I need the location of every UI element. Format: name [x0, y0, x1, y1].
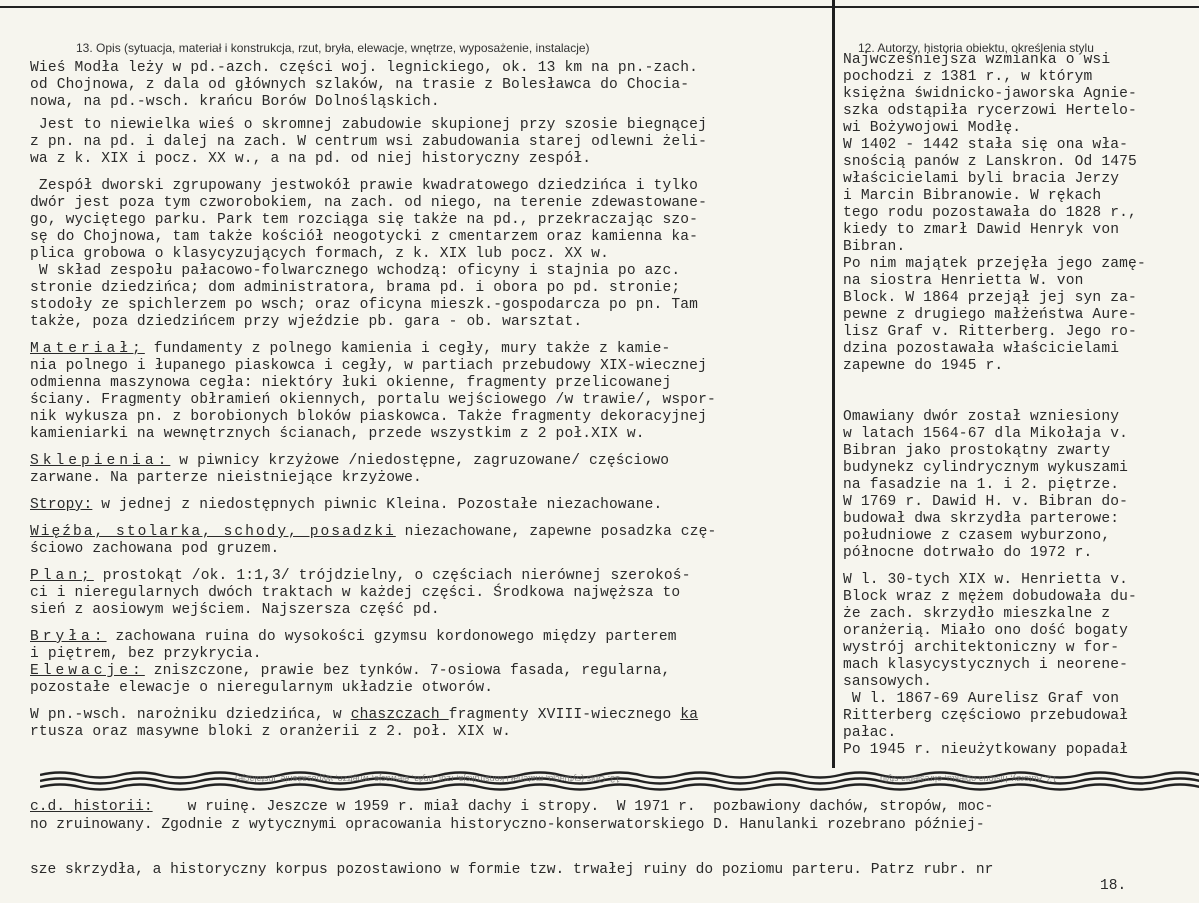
text-line: i piętrem, bez przykrycia.: [30, 646, 262, 662]
last-underlined: chaszczach: [350, 707, 449, 723]
text-line: Najwcześniejsza wzmianka o wsi: [843, 52, 1111, 68]
text-line: stronie dziedzińca; dom administratora, brama pd. i obora po pd. stronie;: [30, 280, 681, 296]
plan-label: Plan;: [30, 568, 94, 584]
text-line: nowa, na pd.-wsch. krańcu Borów Dolnośląskich.: [30, 94, 440, 110]
text-line: rtusza oraz masywne bloki z oranżerii z 2. poł. XIX w.: [30, 724, 512, 740]
text-line: w latach 1564-67 dla Mikołaja v.: [843, 426, 1129, 442]
text-line: wa z k. XIX i pocz. XX w., a na pd. od niej historyczny zespół.: [30, 151, 592, 167]
stropy-line: [30, 497, 830, 514]
top-rule: [0, 6, 1199, 8]
bryla-text: zachowana ruina do wysokości gzymsu kordonowego między parterem: [106, 629, 677, 645]
text-line: zarwane. Na parterze nieistniejące krzyżowe.: [30, 470, 422, 486]
text-line: Omawiany dwór został wzniesiony: [843, 409, 1120, 425]
material-label: Materiał;: [30, 341, 145, 357]
material-text: fundamenty z polnego kamienia i cegły, mury także z kamie-: [144, 341, 671, 357]
continuation-line-1: [30, 799, 1190, 816]
text-line: także, poza dziedzińcem przy wjeździe pb. gara - ob. warsztat.: [30, 314, 583, 330]
continuation-line-3: sze skrzydła, a historyczny korpus pozostawiono w formie tzw. trwałej ruiny do poziomu parteru. Patrz rubr. nr: [30, 862, 994, 878]
text-line: wi Bożywojowi Modłę.: [843, 120, 1022, 136]
text-line: ściany. Fragmenty obłramień okiennych, portalu wejściowego /w trawie/, wspor-: [30, 392, 716, 408]
text-line: ci i nieregularnych dwóch traktach w każdej części. Środkowa najwęższa to: [30, 585, 681, 601]
text-line: Bibran.: [843, 239, 906, 255]
plan-text: prostokąt /ok. 1:1,3/ trójdzielny, o częściach nierównej szerokoś-: [93, 568, 691, 584]
stropy-label: Stropy:: [30, 497, 93, 513]
text-line: W l. 30-tych XIX w. Henrietta v.: [843, 572, 1129, 588]
text-line: Po nim majątek przejęła jego zamę-: [843, 256, 1146, 272]
last-mid: fragmenty XVIII-wiecznego: [448, 707, 681, 723]
text-line: właścicielami byli bracia Jerzy: [843, 171, 1120, 187]
text-line: północne dotrwało do 1972 r.: [843, 545, 1093, 561]
text-line: nik wykusza pn. z borobionych bloków piaskowca. Także fragmenty dekoracyjnej: [30, 409, 707, 425]
text-line: oranżerią. Miało ono dość bogaty: [843, 623, 1129, 639]
text-line: na fasadzie na 1. i 2. piętrze.: [843, 477, 1120, 493]
material-line: [30, 341, 830, 358]
text-line: Jest to niewielka wieś o skromnej zabudowie skupionej przy szosie biegnącej: [30, 117, 707, 133]
text-line: mach klasycystycznych i neorene-: [843, 657, 1129, 673]
text-line: nia polnego i łupanego piaskowca i cegły, w partiach przebudowy XIX-wiecznej: [30, 358, 707, 374]
last-pre: W pn.-wsch. narożniku dziedzińca, w: [30, 707, 351, 723]
text-line: tego rodu pozostawała do 1828 r.,: [843, 205, 1137, 221]
text-line: pozostałe elewacje o nieregularnym układzie otworów.: [30, 680, 494, 696]
text-line: sę do Chojnowa, tam także kościół neogotycki z cmentarzem oraz kamienna ka-: [30, 229, 699, 245]
wiezba-line: [30, 524, 830, 541]
text-line: sansowych.: [843, 674, 933, 690]
continuation-line-4: 18.: [1100, 878, 1127, 894]
text-line: Block. W 1864 przejął jej syn za-: [843, 290, 1137, 306]
text-line: pochodzi z 1381 r., w którym: [843, 69, 1093, 85]
text-line: lisz Graf v. Ritterberg. Jego ro-: [843, 324, 1137, 340]
column-divider: [832, 0, 835, 768]
text-line: odmienna maszynowa cegła: niektóry łuki okienne, fragmenty przelicowanej: [30, 375, 672, 391]
text-line: z pn. na pd. i dalej na zach. W centrum wsi zabudowania starej odlewni żeli-: [30, 134, 707, 150]
continuation-label: c.d. historii:: [30, 799, 153, 815]
text-line: na siostra Henrietta W. von: [843, 273, 1084, 289]
text-line: stodoły ze spichlerzem po wsch; oraz oficyna mieszk.-gospodarcza po pn. Tam: [30, 297, 699, 313]
continuation-line-2: no zruinowany. Zgodnie z wytycznymi opracowania historyczno-konserwatorskiego D. Hanulanki rozebrano później-: [30, 817, 985, 833]
section-13-header: 13. Opis (sytuacja, materiał i konstrukcja, rzut, bryła, elewacje, wnętrze, wyposażenie, instalacje): [76, 41, 590, 55]
text-line: go, wyciętego parku. Park tem rozciąga się także na pd., przekraczając szo-: [30, 212, 699, 228]
text-line: snością panów z Lanskron. Od 1475: [843, 154, 1137, 170]
text-line: W skład zespołu pałacowo-folwarcznego wchodzą: oficyny i stajnia po azc.: [30, 263, 681, 279]
text-line: księżna świdnicko-jaworska Agnie-: [843, 86, 1137, 102]
wiezba-label: Więźba, stolarka, schody, posadzki: [30, 524, 396, 540]
text-line: W 1402 - 1442 stała się ona wła-: [843, 137, 1129, 153]
text-line: kiedy to zmarł Dawid Henryk von: [843, 222, 1120, 238]
elewacje-label: Elewacje:: [30, 663, 145, 679]
continuation-text-1: w ruinę. Jeszcze w 1959 r. miał dachy i stropy. W 1971 r. pozbawiony dachów, stropów, moc-: [152, 799, 994, 815]
elewacje-line: [30, 663, 830, 680]
text-line: budował dwa skrzydła parterowe:: [843, 511, 1120, 527]
text-line: i Marcin Bibranowie. W rękach: [843, 188, 1102, 204]
text-line: Wieś Modła leży w pd.-azch. części woj. legnickiego, ok. 13 km na pn.-zach.: [30, 60, 699, 76]
last-ka: ka: [680, 707, 699, 723]
text-line: W 1769 r. Dawid H. v. Bibran do-: [843, 494, 1129, 510]
text-line: budynekz cylindrycznym wykuszami: [843, 460, 1129, 476]
text-line: szka odstąpiła rycerzowi Hertelo-: [843, 103, 1137, 119]
text-line: dwór jest poza tym czworobokiem, na zach. od niego, na terenie zdewastowane-: [30, 195, 707, 211]
text-line: od Chojnowa, z dala od głównych szlaków, na trasie z Bolesławca do Chocia-: [30, 77, 690, 93]
sklepienia-line: [30, 453, 830, 470]
text-line: plica grobowa o klasycyzujących formach, z k. XIX lub pocz. XX w.: [30, 246, 609, 262]
plan-line: [30, 568, 830, 585]
text-line: Ritterberg częściowo przebudował: [843, 708, 1129, 724]
text-line: kamieniarki na wewnętrznych ścianach, przede wszystkim z 2 poł.XIX w.: [30, 426, 645, 442]
wiezba-text: niezachowane, zapewne posadzka czę-: [395, 524, 717, 540]
text-line: Zespół dworski zgrupowany jestwokół prawie kwadratowego dziedzińca i tylko: [30, 178, 699, 194]
text-line: Block wraz z mężem dobudowała du-: [843, 589, 1137, 605]
sklepienia-text: w piwnicy krzyżowe /niedostępne, zagruzowane/ częściowo: [170, 453, 670, 469]
section-12-header: 12. Autorzy, historia obiektu, określenia stylu: [858, 41, 1094, 55]
elewacje-text: zniszczone, prawie bez tynków. 7-osiowa fasada, regularna,: [144, 663, 671, 679]
text-line: południowe z czasem wyburzono,: [843, 528, 1111, 544]
text-line: wystrój architektoniczny w for-: [843, 640, 1120, 656]
mirrored-header-12: 12. Autorzy, historia obiektu, określenia stylu: [880, 774, 1057, 784]
text-line: pałac.: [843, 725, 897, 741]
text-line: zapewne do 1945 r.: [843, 358, 1004, 374]
sklepienia-label: Sklepienia:: [30, 453, 171, 469]
bryla-label: Bryła:: [30, 629, 107, 645]
description-column: [30, 60, 830, 741]
bryla-line: [30, 629, 830, 646]
last-line: [30, 707, 830, 724]
text-line: pewne z drugiego małżeństwa Aure-: [843, 307, 1137, 323]
text-line: Bibran jako prostokątny zwarty: [843, 443, 1111, 459]
mirrored-header-13: 13. Opis (sytuacja, materiał i konstrukcja, rzut, bryła, elewacje, wnętrze, wyposażenie, instalacje): [235, 774, 621, 784]
stropy-text: w jednej z niedostępnych piwnic Kleina. Pozostałe niezachowane.: [92, 497, 663, 513]
history-column: [843, 52, 1193, 759]
text-line: sień z aosiowym wejściem. Najszersza część pd.: [30, 602, 440, 618]
text-line: dzina pozostawała właścicielami: [843, 341, 1120, 357]
text-line: ściowo zachowana pod gruzem.: [30, 541, 280, 557]
text-line: W l. 1867-69 Aurelisz Graf von: [843, 691, 1120, 707]
text-line: że zach. skrzydło mieszkalne z: [843, 606, 1111, 622]
text-line: Po 1945 r. nieużytkowany popadał: [843, 742, 1129, 758]
